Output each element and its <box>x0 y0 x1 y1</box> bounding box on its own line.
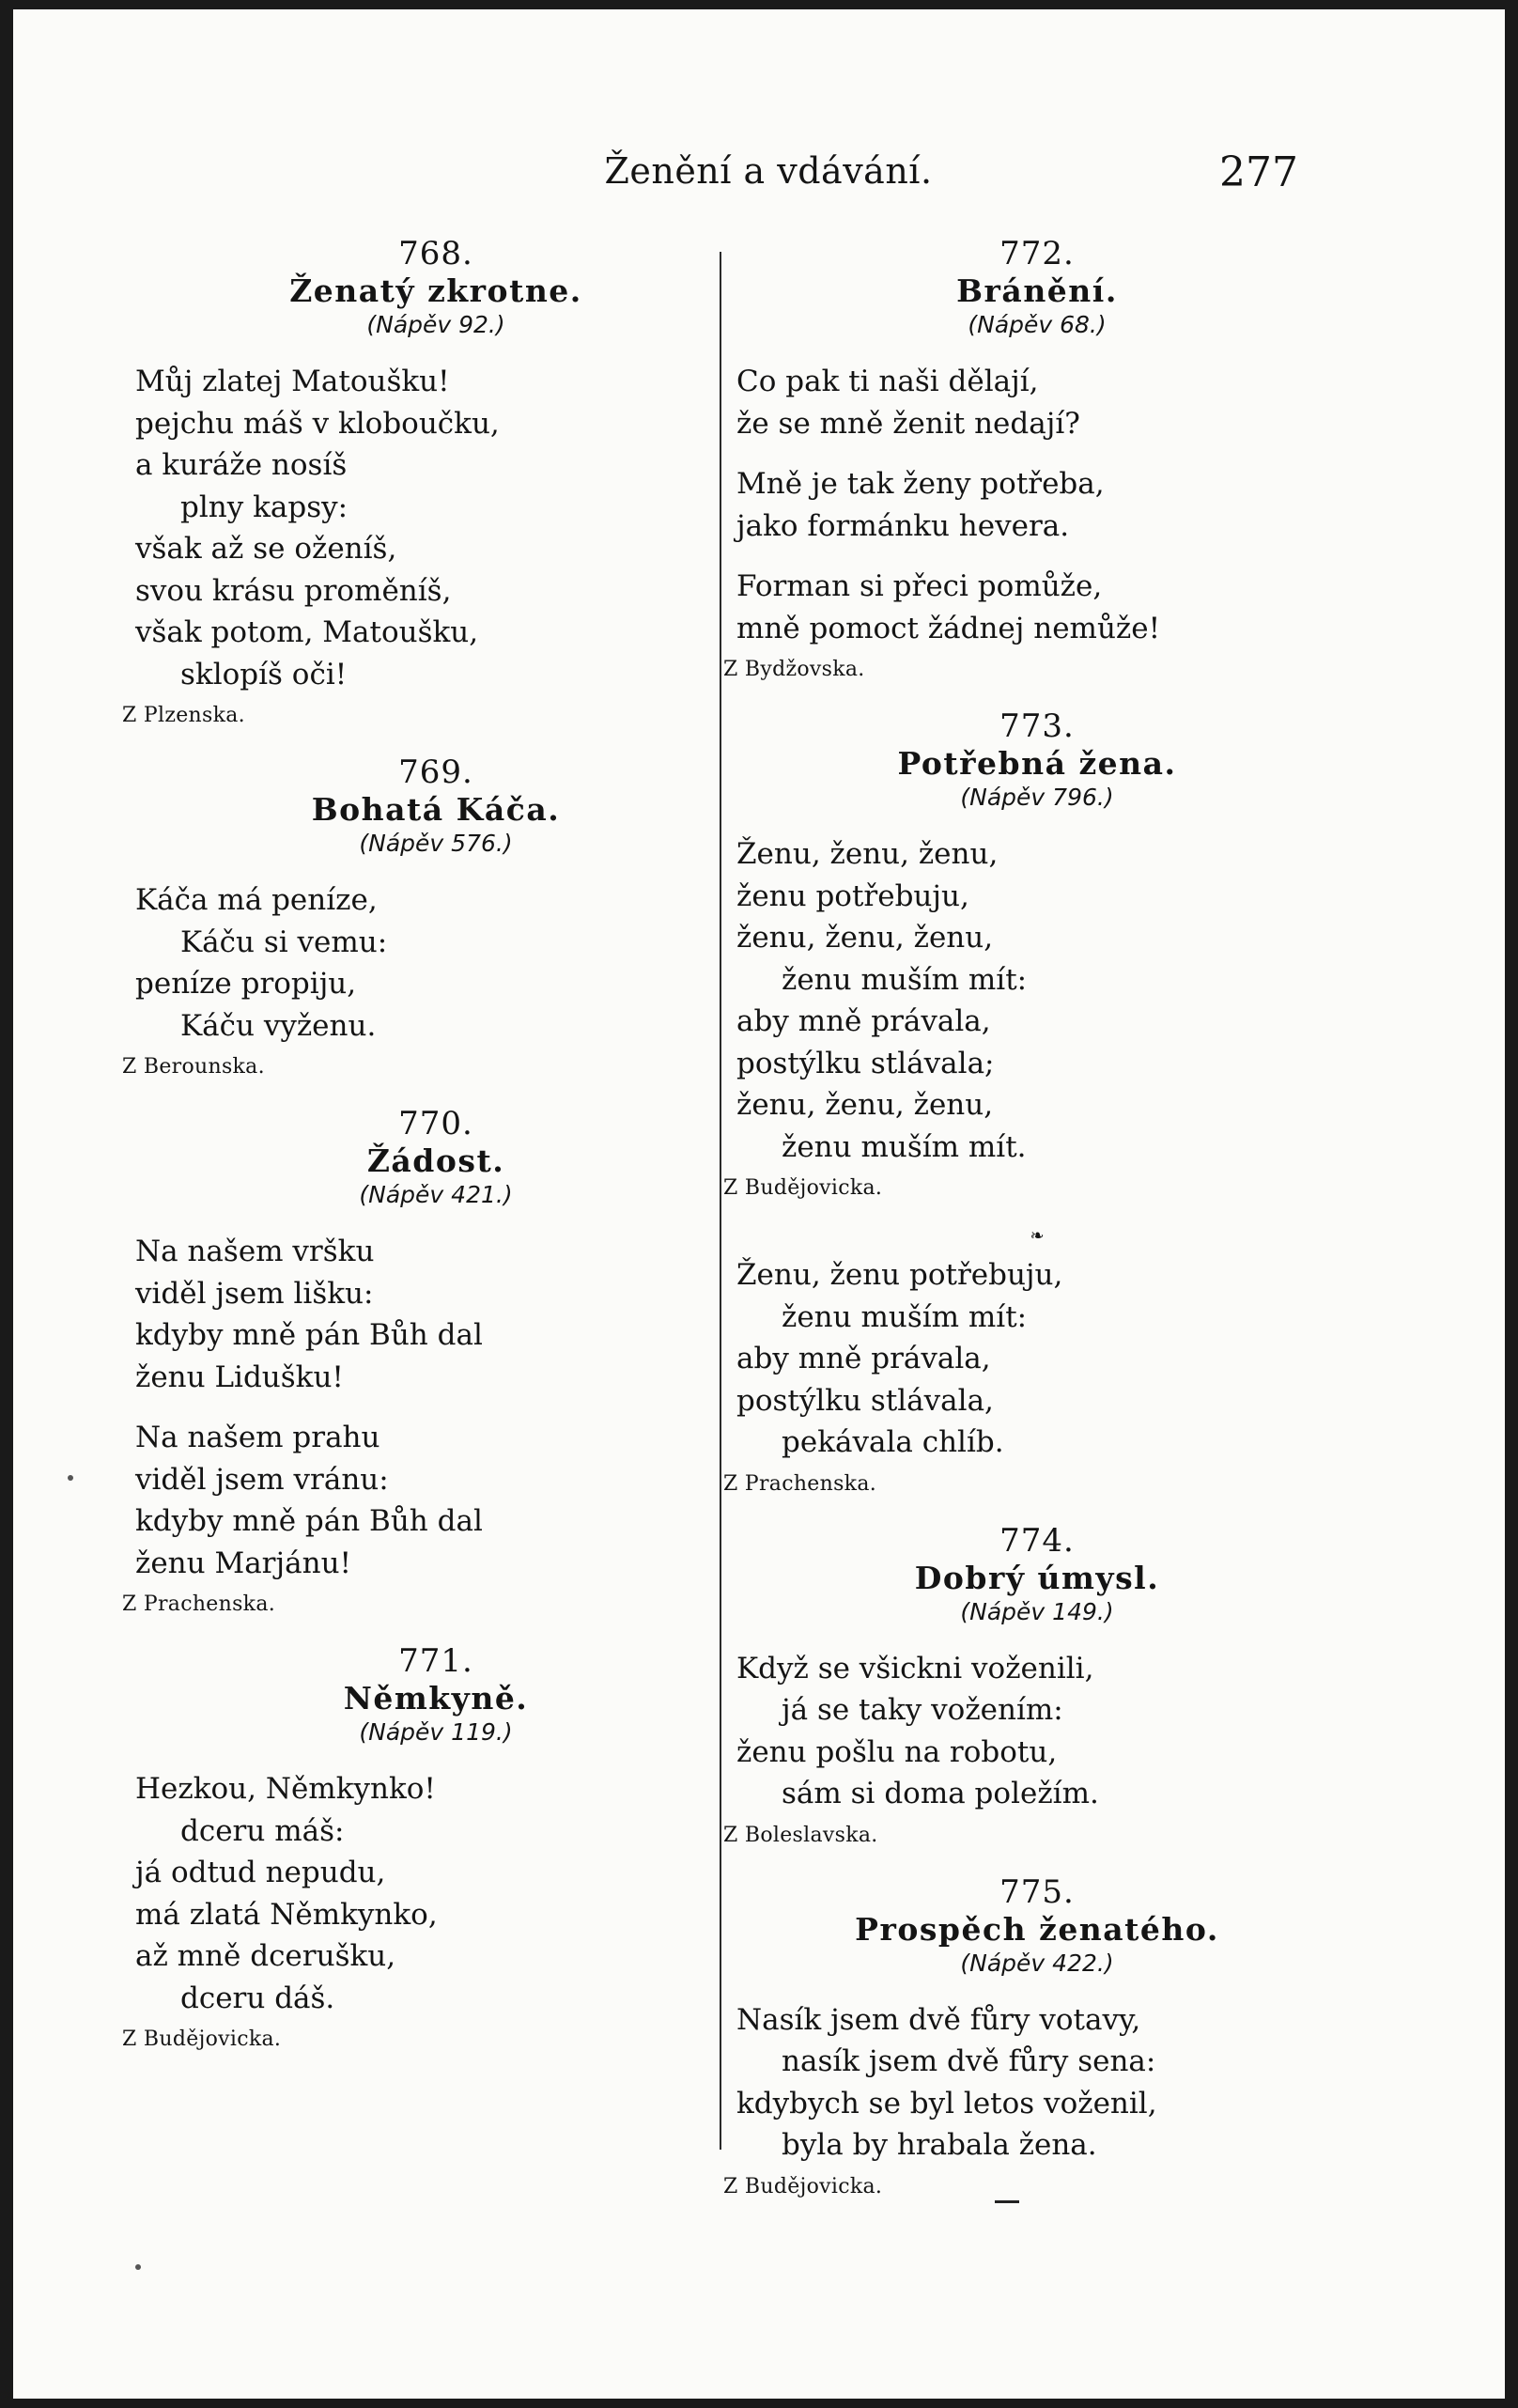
source-region: Z Bydžovska. <box>723 658 865 681</box>
tune-reference: (Nápěv 576.) <box>359 830 513 857</box>
tune-reference: (Nápěv 119.) <box>359 1718 513 1746</box>
right-column <box>723 235 1338 2225</box>
song-title: Žádost. <box>366 1142 505 1179</box>
verse-line: že se mně ženit nedají? <box>736 406 1080 441</box>
verse-line: ženu Marjánu! <box>135 1546 351 1580</box>
stanza <box>135 1231 736 1398</box>
verse-line: svou krásu proměníš, <box>135 573 452 608</box>
source-region: Z Prachenska. <box>122 1592 276 1616</box>
stanza <box>736 566 1338 649</box>
stanza <box>736 1254 1338 1464</box>
song-number: 774. <box>999 1521 1075 1560</box>
verse-line: Káča má peníze, <box>135 883 378 917</box>
stanza <box>135 1417 736 1584</box>
verse-line: ženu pošlu na robotu, <box>736 1734 1058 1769</box>
verse-line: Nasík jsem dvě fůry votavy, <box>736 2002 1141 2037</box>
print-speck <box>135 2264 141 2270</box>
column-divider <box>720 252 721 2150</box>
song-title: Bohatá Káča. <box>311 791 561 828</box>
stanza <box>736 1648 1338 1815</box>
song-entry <box>122 1105 736 1618</box>
tune-reference: (Nápěv 421.) <box>359 1181 513 1208</box>
book-page <box>13 9 1505 2399</box>
song-entry <box>723 707 1338 1202</box>
left-column <box>122 235 736 2077</box>
verse-line: však potom, Matoušku, <box>135 615 479 649</box>
verse-line: postýlku stlávala; <box>736 1046 995 1080</box>
verse-line: sklopíš oči! <box>180 657 348 691</box>
verse-line: aby mně právala, <box>736 1004 991 1038</box>
verse-line: až mně dcerušku, <box>135 1939 396 1973</box>
verse-line: a kuráže nosíš <box>135 448 348 482</box>
verse-line: kdyby mně pán Bůh dal <box>135 1504 483 1538</box>
song-number: 768. <box>398 235 473 272</box>
verse-line: ženu, ženu, ženu, <box>736 921 994 955</box>
verse-line: Ženu, ženu, ženu, <box>736 837 999 871</box>
verse-line: ženu Lidušku! <box>135 1359 344 1394</box>
verse-line: dceru máš: <box>180 1813 345 1848</box>
song-title: Němkyně. <box>343 1680 529 1717</box>
verse-line: pejchu máš v kloboučku, <box>135 406 500 441</box>
verse-line: Káču vyženu. <box>180 1008 377 1043</box>
verse-line: kdyby mně pán Bůh dal <box>135 1318 483 1352</box>
stanza <box>736 1999 1338 2167</box>
verse-line: já se taky vožením: <box>782 1693 1063 1727</box>
song-entry <box>122 235 736 729</box>
song-number: 770. <box>398 1105 473 1142</box>
verse-line: ženu, ženu, ženu, <box>736 1088 994 1122</box>
end-mark <box>995 2200 1019 2203</box>
stanza <box>736 833 1338 1168</box>
song-title: Potřebná žena. <box>897 745 1177 782</box>
tune-reference: (Nápěv 149.) <box>960 1597 1114 1625</box>
verse-line: Forman si přeci pomůže, <box>736 569 1103 603</box>
verse-line: mně pomoct žádnej nemůže! <box>736 611 1161 645</box>
verse-line: pekávala chlíb. <box>782 1425 1004 1459</box>
verse-line: aby mně právala, <box>736 1342 991 1375</box>
verse-line: ženu muším mít: <box>782 1299 1028 1334</box>
stanza <box>135 879 736 1047</box>
source-region: Z Boleslavska. <box>723 1823 878 1847</box>
stanza <box>135 1768 736 2019</box>
print-speck <box>68 1475 73 1481</box>
song-title: Prospěch ženatého. <box>855 1910 1219 1948</box>
song-number: 775. <box>999 1872 1075 1911</box>
song-title: Ženatý zkrotne. <box>289 272 582 309</box>
stanza <box>736 463 1338 547</box>
source-region: Z Prachenska. <box>723 1471 877 1496</box>
tune-reference: (Nápěv 422.) <box>960 1949 1114 1977</box>
song-entry <box>122 753 736 1080</box>
song-number: 773. <box>999 707 1075 745</box>
stanza <box>736 361 1338 444</box>
page-number: 277 <box>1219 148 1298 196</box>
song-entry <box>723 1872 1338 2200</box>
verse-line: Když se všicknі voženili, <box>736 1651 1094 1686</box>
verse-line: Co pak ti naši dělají, <box>736 365 1039 398</box>
verse-line: Hezkou, Němkynko! <box>135 1772 436 1806</box>
song-title: Dobrý úmysl. <box>914 1559 1160 1596</box>
verse-line: Na našem vršku <box>135 1235 375 1268</box>
verse-line: jako formánku hevera. <box>736 508 1070 543</box>
song-number: 769. <box>398 753 473 791</box>
verse-line: Můj zlatej Matoušku! <box>135 365 450 398</box>
verse-line: však až se oženíš, <box>135 532 397 566</box>
verse-line: kdybych se byl letos voženil, <box>736 2086 1157 2121</box>
verse-line: já odtud nepudu, <box>135 1856 386 1889</box>
source-region: Z Budějovicka. <box>723 1176 883 1200</box>
verse-line: byla by hrabala žena. <box>782 2128 1097 2162</box>
song-entry <box>723 235 1338 683</box>
verse-line: Ženu, ženu potřebuju, <box>736 1258 1063 1292</box>
verse-line: peníze propiju, <box>135 967 357 1001</box>
verse-line: viděl jsem vránu: <box>135 1462 389 1497</box>
verse-line: postýlku stlávala, <box>736 1383 994 1418</box>
verse-line: dceru dáš. <box>180 1981 335 2015</box>
song-entry <box>122 1642 736 2053</box>
song-entry <box>723 1521 1338 1849</box>
verse-line: nasík jsem dvě fůry sena: <box>782 2044 1156 2078</box>
verse-line: má zlatá Němkynko, <box>135 1897 438 1932</box>
source-region: Z Berounska. <box>122 1055 265 1079</box>
verse-line: Káču si vemu: <box>180 924 388 959</box>
verse-line: ženu muším mít: <box>782 962 1028 997</box>
song-number: 772. <box>999 235 1075 272</box>
verse-line: viděl jsem lišku: <box>135 1276 374 1311</box>
tune-reference: (Nápěv 796.) <box>960 784 1114 811</box>
song-title: Bránění. <box>956 272 1118 309</box>
source-region: Z Plzenska. <box>122 704 245 727</box>
verse-line: plny kapsy: <box>180 489 349 524</box>
running-head: Ženění a vdávání. <box>604 150 933 192</box>
verse-line: ženu potřebuju, <box>736 878 969 913</box>
stanza <box>135 361 736 695</box>
source-region: Z Budějovicka. <box>122 2027 282 2051</box>
song-entry <box>723 1226 1338 1498</box>
verse-line: ženu muším mít. <box>782 1129 1027 1164</box>
source-region: Z Budějovicka. <box>723 2174 883 2198</box>
ornament-icon: ❧ <box>1030 1226 1045 1246</box>
tune-reference: (Nápěv 68.) <box>968 311 1107 338</box>
song-number: 771. <box>398 1642 473 1680</box>
verse-line: Na našem prahu <box>135 1421 380 1454</box>
verse-line: sám si doma poležím. <box>782 1777 1099 1810</box>
tune-reference: (Nápěv 92.) <box>366 311 505 338</box>
verse-line: Mně je tak ženy potřeba, <box>736 467 1105 501</box>
